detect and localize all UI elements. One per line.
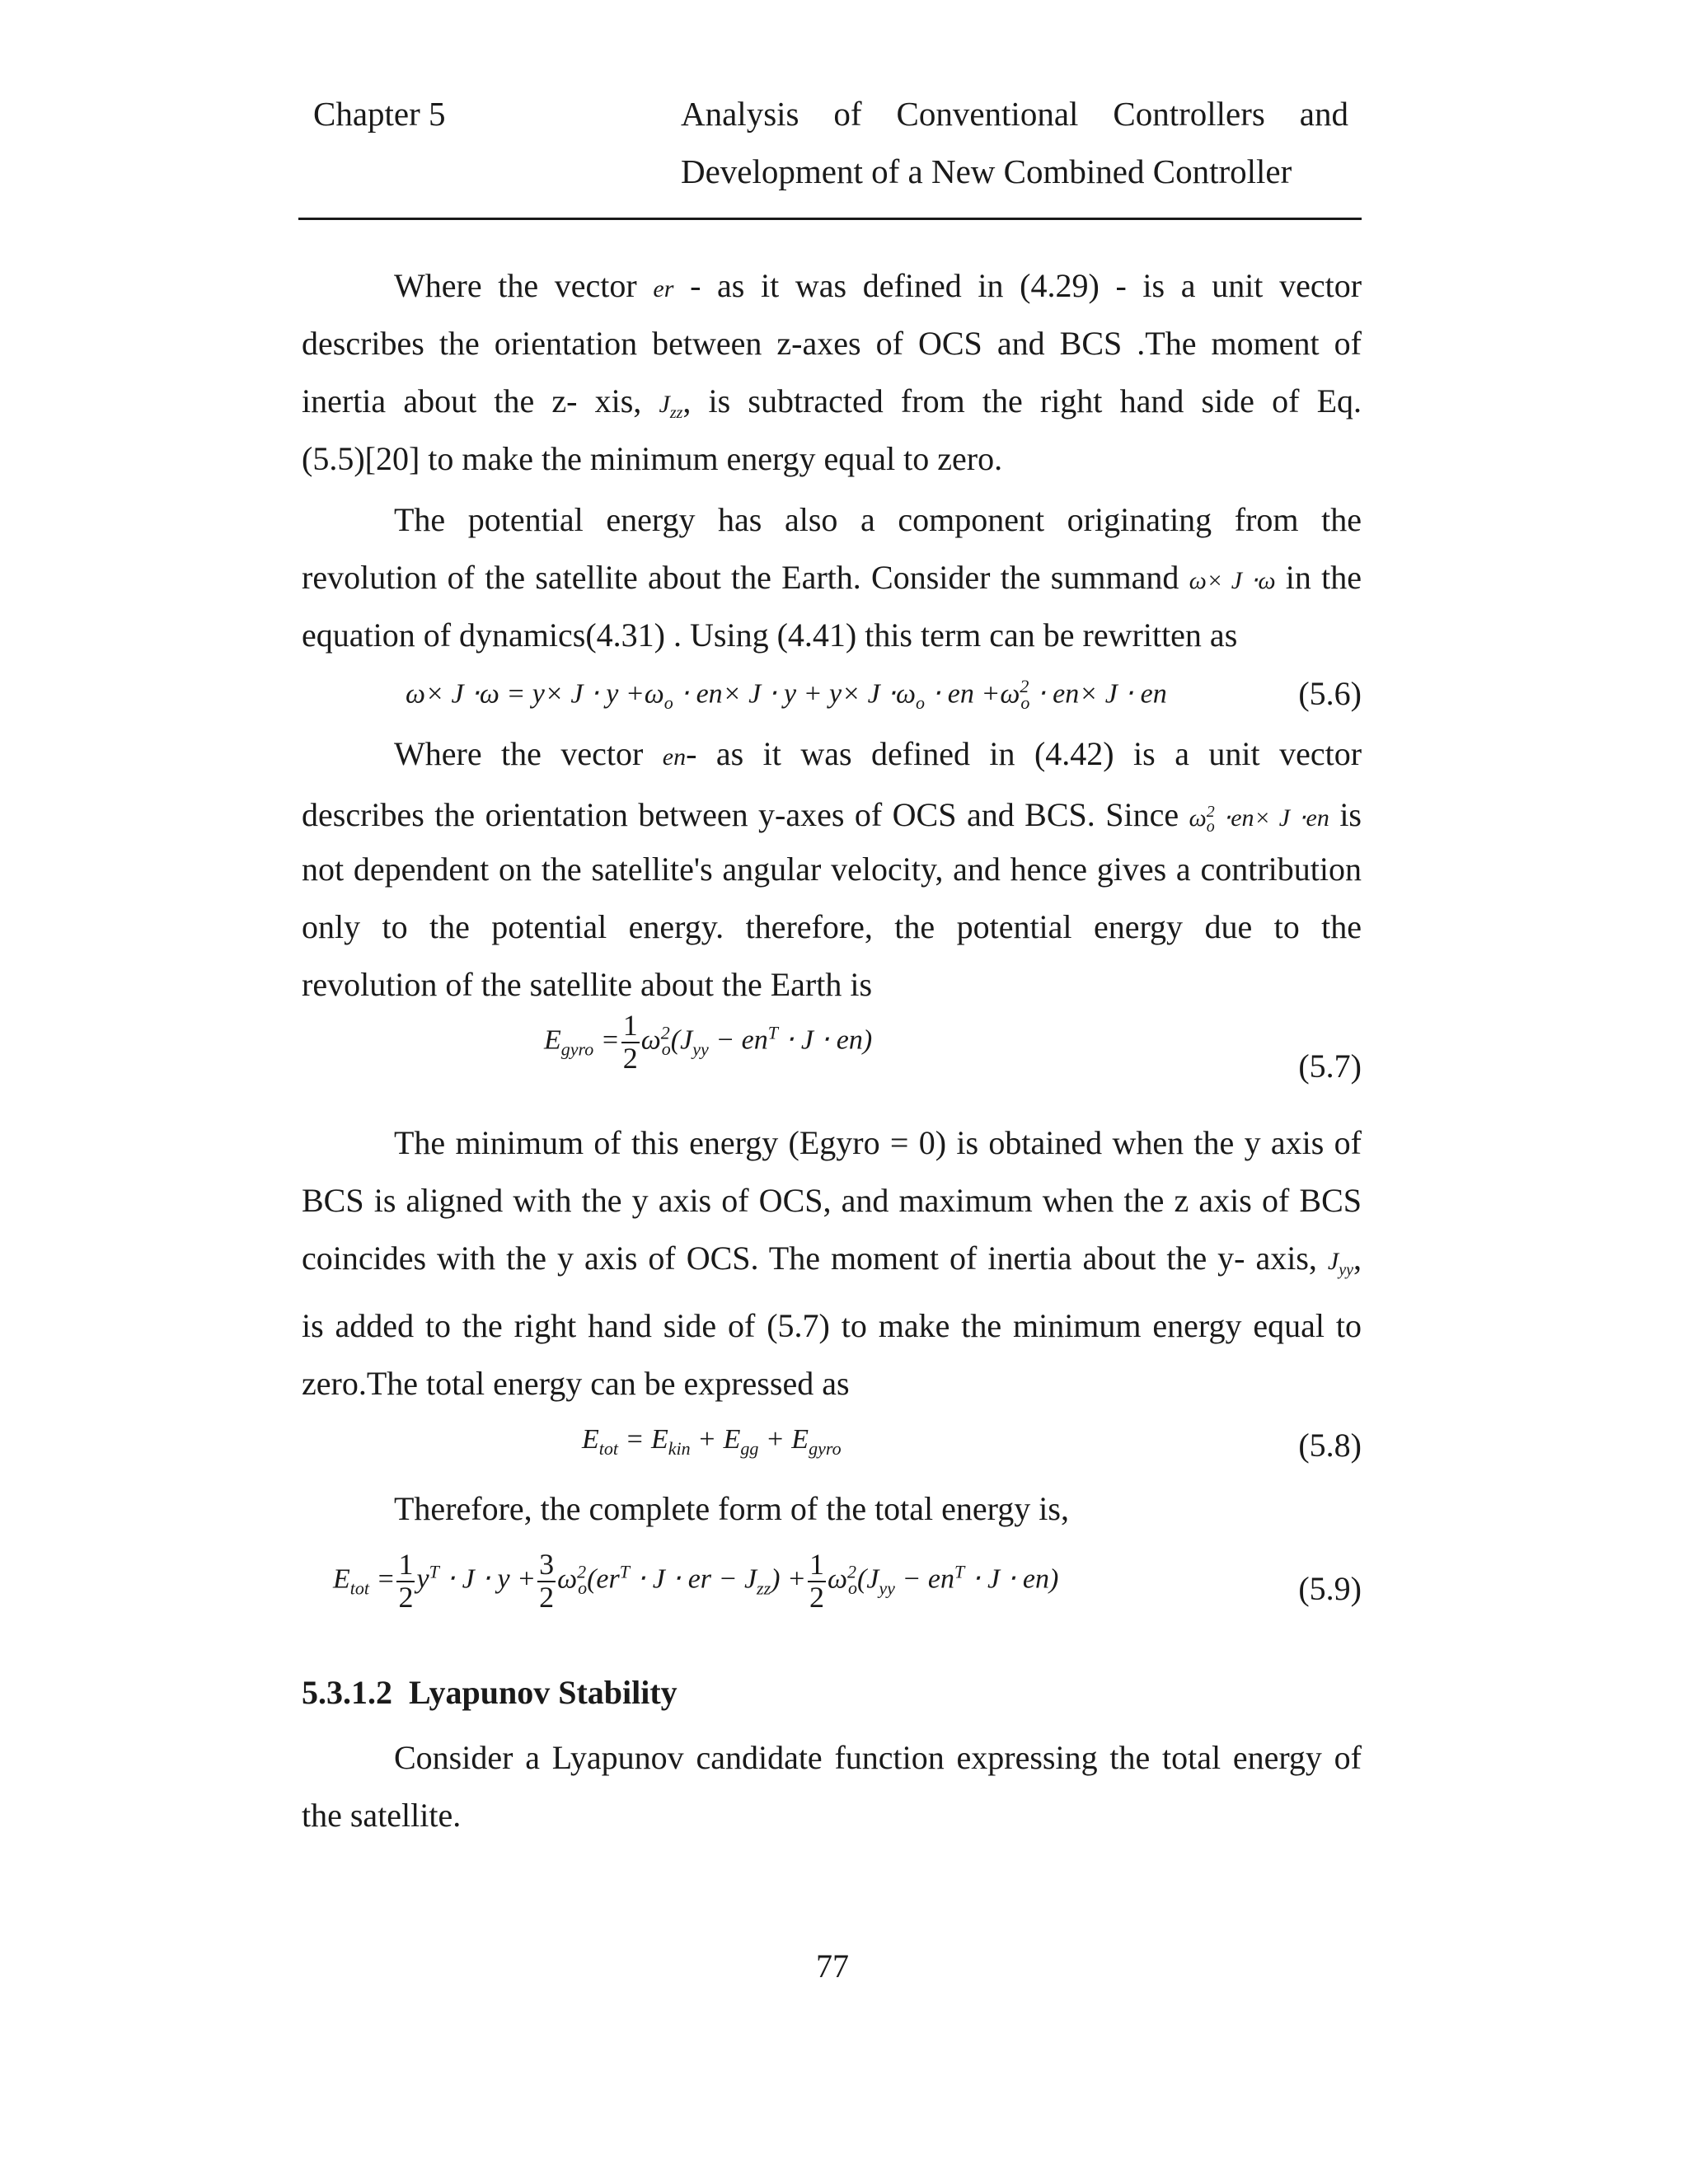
chapter-title-line2: Development of a New Combined Controller <box>681 152 1292 190</box>
title-word: of <box>833 95 862 133</box>
equation-number: (5.6) <box>1298 675 1362 712</box>
paragraph-complete-form: Therefore, the complete form of the total energy is, <box>394 1490 1069 1527</box>
equation-number: (5.7) <box>1298 1047 1362 1085</box>
math-jyy: $J_{yy}$ <box>1327 1248 1353 1279</box>
page-number: 77 <box>816 1947 849 1985</box>
equation-number: (5.8) <box>1298 1427 1362 1464</box>
paragraph-unit-vector-er: Where the vector er - as it was defined in (4.29) - is a unit vector describes the orientation between z-axes of OCS and BCS .The moment of inertia about the z- xis, $J_{zz}$, is subtracted from the right hand side of Eq. (5.5)[20] to make the minimum energy equal to zero. <box>302 267 1362 477</box>
math-er: er <box>653 275 674 302</box>
chapter-label: Chapter 5 <box>313 95 446 133</box>
section-heading: 5.3.1.2 Lyapunov Stability <box>302 1674 678 1711</box>
equation-5-6: $\omega\times J \cdot\omega = y\times J \cdot y +\omega_o \cdot en\times J \cdot y + y\times J \cdot\omega_o$ ⋅ en $+\omega^2_o \cdot en\times J$ ⋅ en <box>406 676 1167 714</box>
math-summand: ω× J ⋅ω <box>1189 567 1276 594</box>
title-word: and <box>1299 95 1348 133</box>
equation-number: (5.9) <box>1298 1570 1362 1607</box>
paragraph-minimum-energy: The minimum of this energy (Egyro = 0) is obtained when the y axis of BCS is aligned with the y axis of OCS, and maximum when the z axis of BCS coincides with the y axis of OCS. The moment of inertia about the y- axis, $J_{yy}$, is added to the right hand side of (5.7) to make the minimum energy equal to zero.The total energy can be expressed as <box>302 1124 1362 1402</box>
equation-5-9: $E_{tot}$ = $\frac{1}{2}$ $y^T \cdot J \cdot y$ + $\frac{3}{2}$ $\omega^2_o(er^T \cdot J$ ⋅ er − $J_{zz}$) + $\frac{1}{2}$ $\omega^2_o(J_{yy} - en^T \cdot J \cdot en)$ <box>333 1548 1059 1614</box>
math-jzz: $J_{zz}$ <box>659 391 683 422</box>
title-word: Conventional <box>896 95 1079 133</box>
title-word: Analysis <box>681 95 799 133</box>
title-word: Controllers <box>1113 95 1265 133</box>
math-en: en <box>662 743 687 771</box>
paragraph-potential-energy: The potential energy has also a component originating from the revolution of the satellite about the Earth. Consider the summand ω× J ⋅ω in the equation of dynamics(4.31) . Using (4.41) this term can be rewritten as <box>302 501 1362 654</box>
header-rule <box>298 218 1362 220</box>
paragraph-unit-vector-en: Where the vector en- as it was defined in (4.42) is a unit vector describes the orientation between y-axes of OCS and BCS. Since $\omega^2_o \cdot en\times J \cdot en$ is not dependent on the satellite's angular velocity, and hence gives a contribution only to the potential energy. therefore, the potential energy due to the revolution of the satellite about the Earth is <box>302 735 1362 1003</box>
chapter-title-line1 <box>681 97 1348 131</box>
equation-5-8: $E_{tot} = E_{kin} + E_{gg} + E_{gyro}$ <box>582 1424 842 1459</box>
math-omega-en-j-en: $\omega^2_o \cdot en\times J \cdot en$ <box>1189 803 1329 836</box>
equation-5-7: $E_{gyro}$ = $\frac{1}{2}$ $\omega^2_o(J_{yy} - en^T \cdot J \cdot en)$ <box>544 1009 873 1075</box>
paragraph-lyapunov-candidate: Consider a Lyapunov candidate function expressing the total energy of the satellite. <box>302 1739 1362 1834</box>
